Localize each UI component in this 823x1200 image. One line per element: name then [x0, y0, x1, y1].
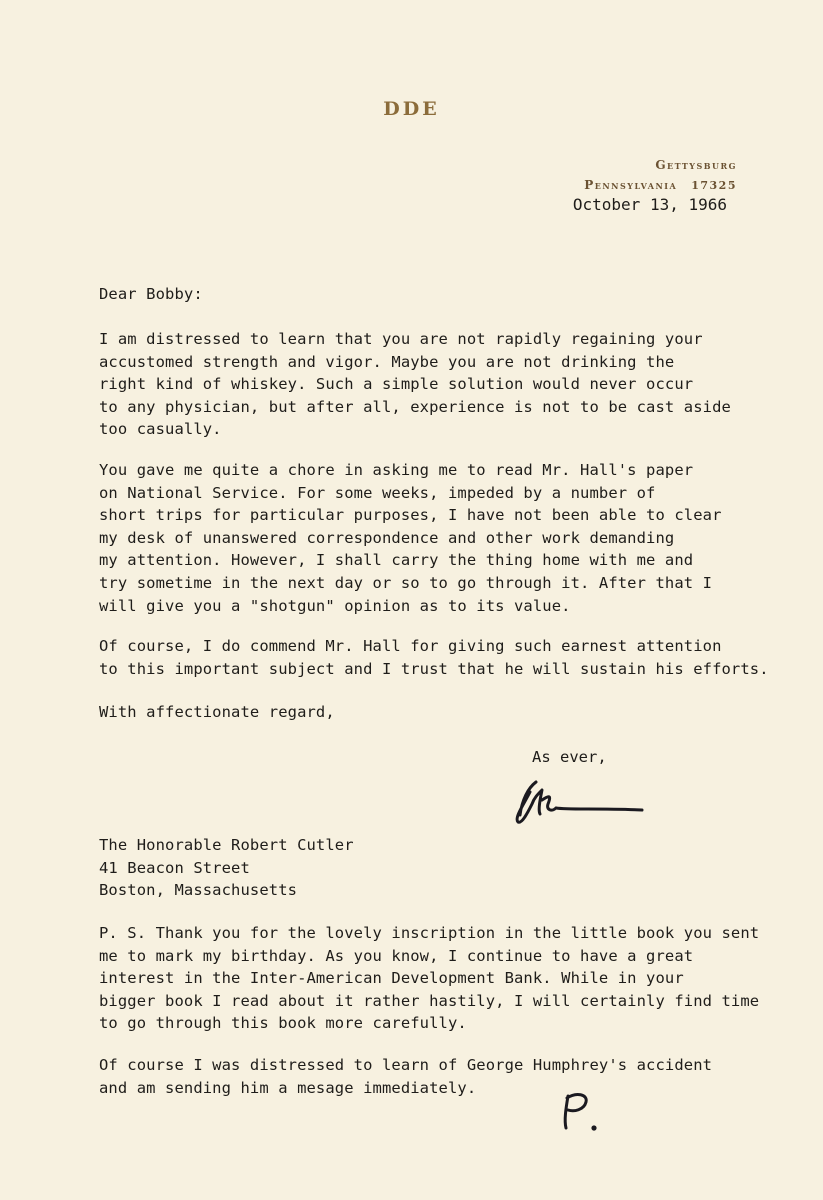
paragraph-line: will give you a "shotgun" opinion as to its value. — [99, 596, 571, 615]
paragraph-line: my attention. However, I shall carry the thing home with me and — [99, 551, 694, 570]
paragraph-line: to this important subject and I trust that he will sustain his efforts. — [99, 659, 769, 678]
letterhead-zip: 17325 — [691, 179, 737, 192]
paragraph-line: interest in the Inter-American Development Bank. While in your — [99, 969, 684, 988]
paragraph-line: Of course I was distressed to learn of George Humphrey's accident — [99, 1056, 713, 1074]
letterhead-city: Gettysburg — [655, 158, 737, 172]
recipient-street: 41 Beacon Street — [99, 858, 250, 877]
letterhead-monogram: DDE — [383, 98, 440, 120]
paragraph-1 — [99, 328, 779, 441]
paragraph-3 — [99, 635, 779, 680]
paragraph-line: my desk of unanswered correspondence and other work demanding — [99, 528, 675, 547]
letterhead-address — [584, 155, 737, 196]
paragraph-line: I am distressed to learn that you are not rapidly regaining your — [99, 330, 703, 348]
paragraph-line: accustomed strength and vigor. Maybe you are not drinking the — [99, 352, 675, 371]
paragraph-line: short trips for particular purposes, I have not been able to clear — [99, 506, 722, 525]
paragraph-line: You gave me quite a chore in asking me to read Mr. Hall's paper — [99, 461, 694, 479]
salutation: Dear Bobby: — [99, 285, 203, 303]
closing: With affectionate regard, — [99, 703, 335, 721]
paragraph-line: right kind of whiskey. Such a simple solution would never occur — [99, 375, 694, 394]
recipient-city: Boston, Massachusetts — [99, 881, 298, 900]
handwritten-initial — [558, 1088, 608, 1138]
paragraph-line: P. S. Thank you for the lovely inscription in the little book you sent — [99, 924, 760, 942]
letter-date: October 13, 1966 — [572, 195, 727, 214]
paragraph-line: to any physician, but after all, experience is not to be cast aside — [99, 397, 731, 416]
postscript-2 — [99, 1054, 779, 1099]
paragraph-line: me to mark my birthday. As you know, I continue to have a great — [99, 946, 694, 965]
paragraph-line: on National Service. For some weeks, impeded by a number of — [99, 483, 656, 502]
paragraph-line: to go through this book more carefully. — [99, 1014, 467, 1033]
recipient-address — [99, 834, 779, 902]
paragraph-line: bigger book I read about it rather hastily, I will certainly find time — [99, 991, 760, 1010]
paragraph-line: too casually. — [99, 420, 222, 439]
letterhead-state-line — [584, 175, 737, 196]
paragraph-2 — [99, 459, 779, 617]
paragraph-line: try sometime in the next day or so to go through it. After that I — [99, 573, 713, 592]
paragraph-line: and am sending him a mesage immediately. — [99, 1078, 477, 1097]
letterhead-state: Pennsylvania — [584, 178, 678, 192]
paragraph-line: Of course, I do commend Mr. Hall for giving such earnest attention — [99, 637, 722, 655]
postscript-1 — [99, 922, 779, 1035]
sign-off: As ever, — [532, 748, 607, 766]
handwritten-signature — [508, 770, 648, 830]
recipient-name: The Honorable Robert Cutler — [99, 836, 354, 854]
